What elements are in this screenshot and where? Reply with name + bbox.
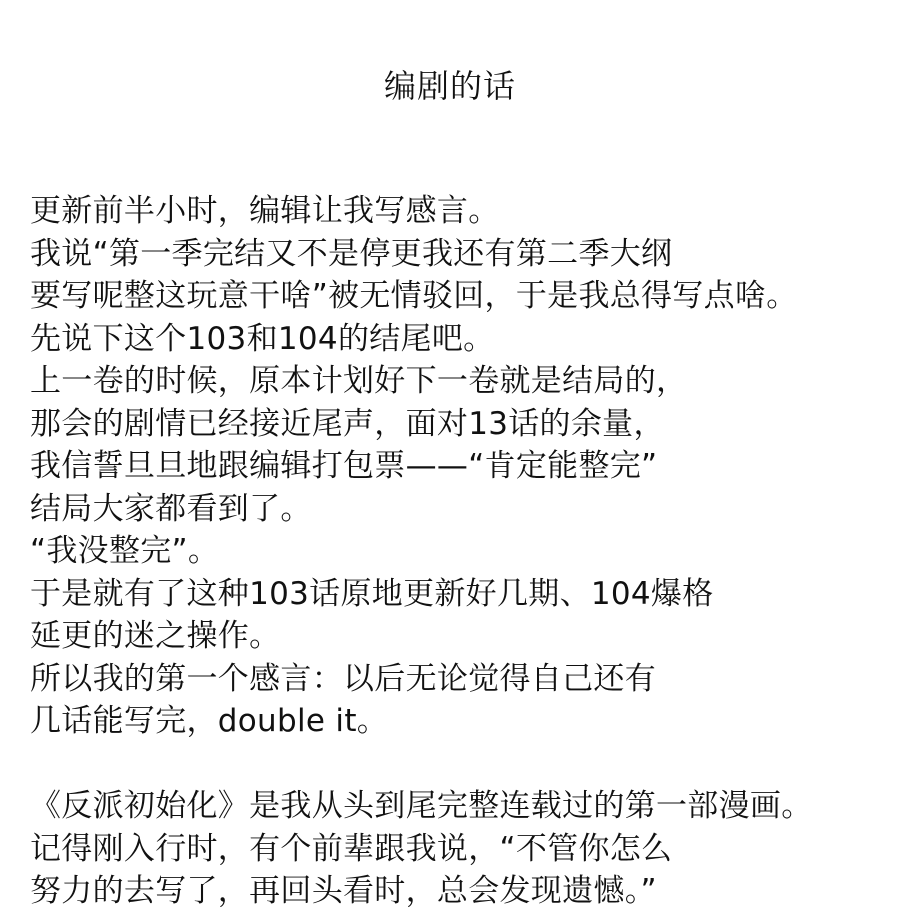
text-line: 那会的剧情已经接近尾声，面对13话的余量， xyxy=(30,405,665,442)
text-line: 我说“第一季完结又不是停更我还有第二季大纲 xyxy=(30,235,673,272)
paragraph-gap xyxy=(30,743,890,786)
text-line: 所以我的第一个感言：以后无论觉得自己还有 xyxy=(30,660,656,697)
text-line: 上一卷的时候，原本计划好下一卷就是结局的， xyxy=(30,363,688,399)
text-line: 几话能写完，double it。 xyxy=(30,703,389,739)
text-line: 结局大家都看到了。 xyxy=(30,490,312,527)
body-text xyxy=(30,190,890,913)
text-line: “我没整完”。 xyxy=(30,533,220,569)
text-line: 我信誓旦旦地跟编辑打包票——“肯定能整完” xyxy=(30,448,658,484)
text-line: 先说下这个103和104的结尾吧。 xyxy=(30,320,495,357)
page-title: 编剧的话 xyxy=(383,67,516,105)
text-line: 《反派初始化》是我从头到尾完整连载过的第一部漫画。 xyxy=(30,788,813,824)
text-line: 努力的去写了，再回头看时，总会发现遗憾。” xyxy=(30,873,657,909)
text-line: 于是就有了这种103话原地更新好几期、104爆格 xyxy=(30,575,714,612)
text-line: 延更的迷之操作。 xyxy=(30,618,281,654)
text-line: 记得刚入行时，有个前辈跟我说，“不管你怎么 xyxy=(30,830,673,867)
text-line: 更新前半小时，编辑让我写感言。 xyxy=(30,193,500,229)
text-line: 要写呢整这玩意干啥”被无情驳回，于是我总得写点啥。 xyxy=(30,278,798,314)
